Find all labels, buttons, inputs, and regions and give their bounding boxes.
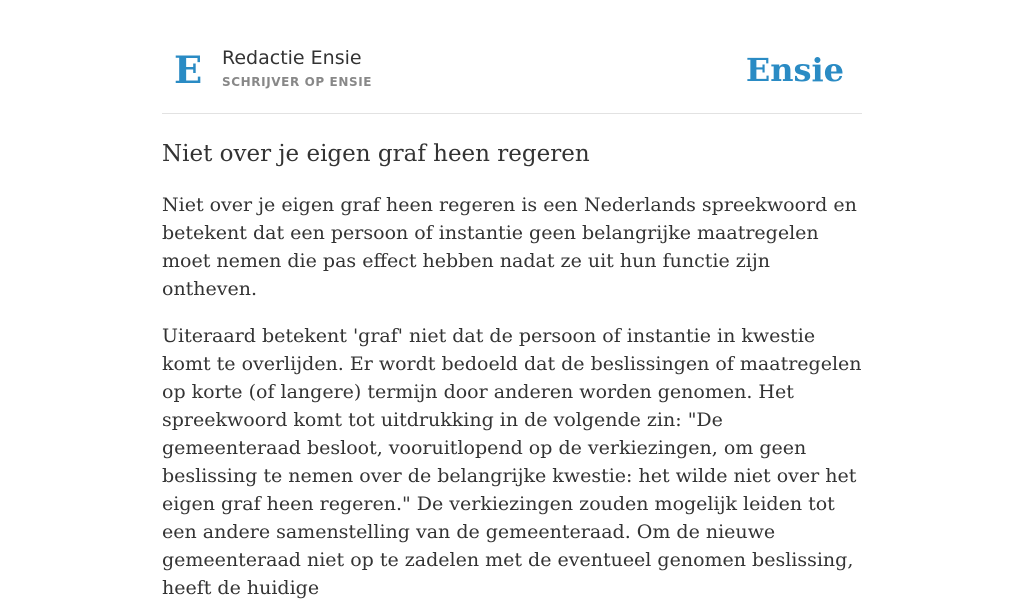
author-role: SCHRIJVER OP ENSIE [222, 75, 373, 89]
article-paragraph: Uiteraard betekent 'graf' niet dat de persoon of instantie in kwestie komt te overlijden. Er wordt bedoeld dat de beslissingen of maatregelen op korte (of langere) termijn door anderen worden genomen. Het spreekwoord komt tot uitdrukking in de volgende zin: "De gemeenteraad besloot, vooruitlopend op de verkiezingen, om geen beslissing te nemen over de belangrijke kwestie: het wilde niet over het eigen graf heen regeren." De verkiezingen zouden mogelijk leiden tot een andere samenstelling van de gemeenteraad. Om de nieuwe gemeenteraad niet op te zadelen met de eventueel genomen beslissing, heeft de huidige [162, 325, 862, 599]
author-avatar[interactable]: E [174, 48, 203, 92]
author-name[interactable]: Redactie Ensie [222, 47, 362, 69]
article-card [162, 40, 862, 602]
brand-logo[interactable]: Ensie [745, 51, 844, 89]
article-body [162, 191, 862, 602]
author-header [162, 40, 862, 114]
article-title: Niet over je eigen graf heen regeren [162, 141, 590, 167]
article-paragraph: Niet over je eigen graf heen regeren is een Nederlands spreekwoord en betekent dat een persoon of instantie geen belangrijke maatregelen moet nemen die pas effect hebben nadat ze uit hun functie zijn ontheven. [162, 194, 857, 300]
